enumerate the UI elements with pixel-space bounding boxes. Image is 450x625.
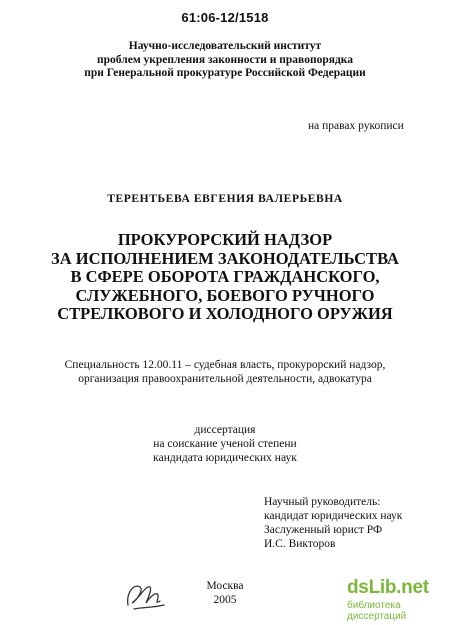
advisor-line-4: И.С. Викторов <box>264 538 336 550</box>
institute-line-2: проблем укрепления законности и правопорядка <box>97 53 353 66</box>
title-line-5: СТРЕЛКОВОГО И ХОЛОДНОГО ОРУЖИЯ <box>57 304 393 323</box>
advisor-line-3: Заслуженный юрист РФ <box>264 524 383 536</box>
specialty-line-1: Специальность 12.00.11 – судебная власть, прокурорский надзор, <box>64 359 386 371</box>
watermark-logo <box>347 577 447 621</box>
title-line-4: СЛУЖЕБНОГО, БОЕВОГО РУЧНОГО <box>75 285 375 305</box>
library-stamp-code: 61:06-12/1518 <box>181 10 269 25</box>
specialty-block <box>0 358 450 386</box>
institute-line-1: Научно-исследовательский институт <box>128 40 322 52</box>
title-line-3: В СФЕРЕ ОБОРОТА ГРАЖДАНСКОГО, <box>70 267 380 286</box>
watermark-brand: dsLib.net <box>347 577 429 598</box>
dissertation-type-line-2: на соискание ученой степени <box>153 438 297 450</box>
dissertation-type-block <box>0 423 450 465</box>
manuscript-note: на правах рукописи <box>308 120 404 132</box>
city-label: Москва <box>206 580 244 592</box>
advisor-block <box>264 495 402 551</box>
specialty-line-2: организация правоохранительной деятельности, адвокатура <box>78 373 372 385</box>
dissertation-title <box>0 231 450 324</box>
institute-line-3: при Генеральной прокуратуре Российской Федерации <box>84 67 366 79</box>
author-name: ТЕРЕНТЬЕВА ЕВГЕНИЯ ВАЛЕРЬЕВНА <box>107 193 343 205</box>
year-label: 2005 <box>213 594 237 606</box>
advisor-line-1: Научный руководитель: <box>264 496 381 508</box>
institute-header <box>0 40 450 81</box>
advisor-line-2: кандидат юридических наук <box>264 510 403 522</box>
title-line-2: ЗА ИСПОЛНЕНИЕМ ЗАКОНОДАТЕЛЬСТВА <box>51 248 399 268</box>
dissertation-type-line-3: кандидата юридических наук <box>153 452 297 464</box>
dissertation-type-line-1: диссертация <box>194 424 256 436</box>
watermark-subtitle: библиотека диссертаций <box>347 600 407 622</box>
title-line-1: ПРОКУРОРСКИЙ НАДЗОР <box>117 230 333 249</box>
